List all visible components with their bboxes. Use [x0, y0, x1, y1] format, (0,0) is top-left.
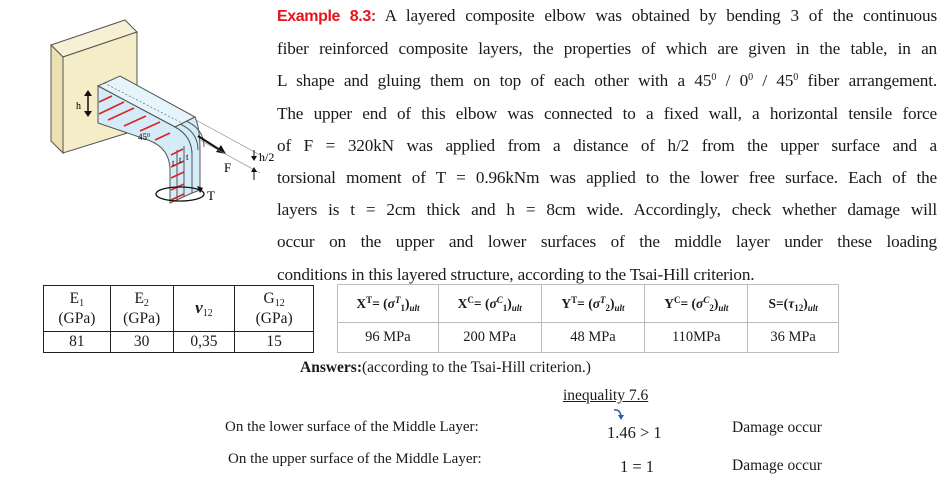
value-s: 36 MPa — [748, 323, 839, 353]
svg-text:450: $45^0$ — [138, 132, 150, 142]
example-label: Example 8.3: — [277, 8, 376, 25]
value-xt: 96 MPa — [338, 323, 439, 353]
curved-arrow-icon — [612, 407, 626, 421]
header-e2: $E_2$ (GPa) — [110, 286, 173, 332]
elbow-diagram — [20, 10, 280, 205]
header-xc: $X^C= (\sigma^C_1)_{ult}$ — [438, 285, 541, 323]
header-yc: $Y^C= (\sigma^C_2)_{ult}$ — [645, 285, 748, 323]
h-label: h — [76, 101, 81, 112]
inequality-reference: inequality 7.6 — [563, 387, 649, 404]
composite-elbow-figure — [20, 10, 280, 205]
para-line-4: The upper end of this elbow was connected to a fixed wall, a horizontal tensile force — [277, 103, 937, 123]
strength-table — [337, 284, 839, 353]
answer-upper-value: 1 = 1 — [620, 457, 655, 476]
answer-upper-label: On the upper surface of the Middle Layer: — [228, 451, 482, 467]
header-nu12: $\nu_{12}$ — [173, 286, 235, 332]
table-header-row — [44, 286, 314, 332]
answer-lower-label: On the lower surface of the Middle Layer: — [225, 419, 479, 435]
para-line-1: Example 8.3: A layered composite elbow was obtained by bending 3 of the continuous — [277, 6, 937, 25]
svg-text:t: t — [179, 155, 182, 165]
answer-lower-value: 1.46 > 1 — [607, 423, 662, 442]
value-g12: 15 — [235, 332, 314, 353]
value-e2: 30 — [110, 332, 173, 353]
answer-lower-status: Damage occur — [732, 419, 822, 436]
value-yt: 48 MPa — [541, 323, 645, 353]
answers-heading: Answers:(according to the Tsai-Hill criterion.) — [300, 359, 591, 376]
value-e1: 81 — [44, 332, 111, 353]
table-row — [44, 332, 314, 353]
para-line-7: layers is t = 2cm thick and h = 8cm wide. Accordingly, check whether damage will — [277, 200, 937, 220]
header-s: $S=(\tau_{12})_{ult}$ — [748, 285, 839, 323]
para-line-8: occur on the upper and lower surfaces of the middle layer under these loading — [277, 232, 937, 252]
header-yt: $Y^T= (\sigma^T_2)_{ult}$ — [541, 285, 645, 323]
material-properties-table — [43, 285, 314, 353]
svg-text:t: t — [186, 152, 189, 162]
value-nu12: 0,35 — [173, 332, 235, 353]
svg-text:t: t — [172, 158, 175, 168]
para-line-2: fiber reinforced composite layers, the properties of which are given in the table, in an — [277, 39, 937, 59]
value-yc: 110MPa — [645, 323, 748, 353]
header-e1: $E_1$ (GPa) — [44, 286, 111, 332]
example-paragraph — [277, 0, 937, 291]
torque-label: T — [207, 188, 215, 203]
value-xc: 200 MPa — [438, 323, 541, 353]
header-g12: $G_{12}$ (GPa) — [235, 286, 314, 332]
table-header-row — [338, 285, 839, 323]
answer-upper-status: Damage occur — [732, 457, 822, 474]
h-half-label: h/2 — [259, 150, 275, 164]
para-line-3: L shape and gluing them on top of each other with a $45^0 / 0^0 / 45^0$ fiber arrangement. — [277, 71, 937, 91]
para-line-6: torsional moment of T = 0.96kNm was applied to the lower free surface. Each of the — [277, 168, 937, 188]
table-row — [338, 323, 839, 353]
force-label: F — [224, 160, 232, 175]
header-xt: $X^T= (\sigma^T_1)_{ult}$ — [338, 285, 439, 323]
para-line-5: of F = 320kN was applied from a distance of h/2 from the upper surface and a — [277, 135, 937, 155]
para-line-9: conditions in this layered structure, according to the Tsai-Hill criterion. — [277, 264, 755, 284]
